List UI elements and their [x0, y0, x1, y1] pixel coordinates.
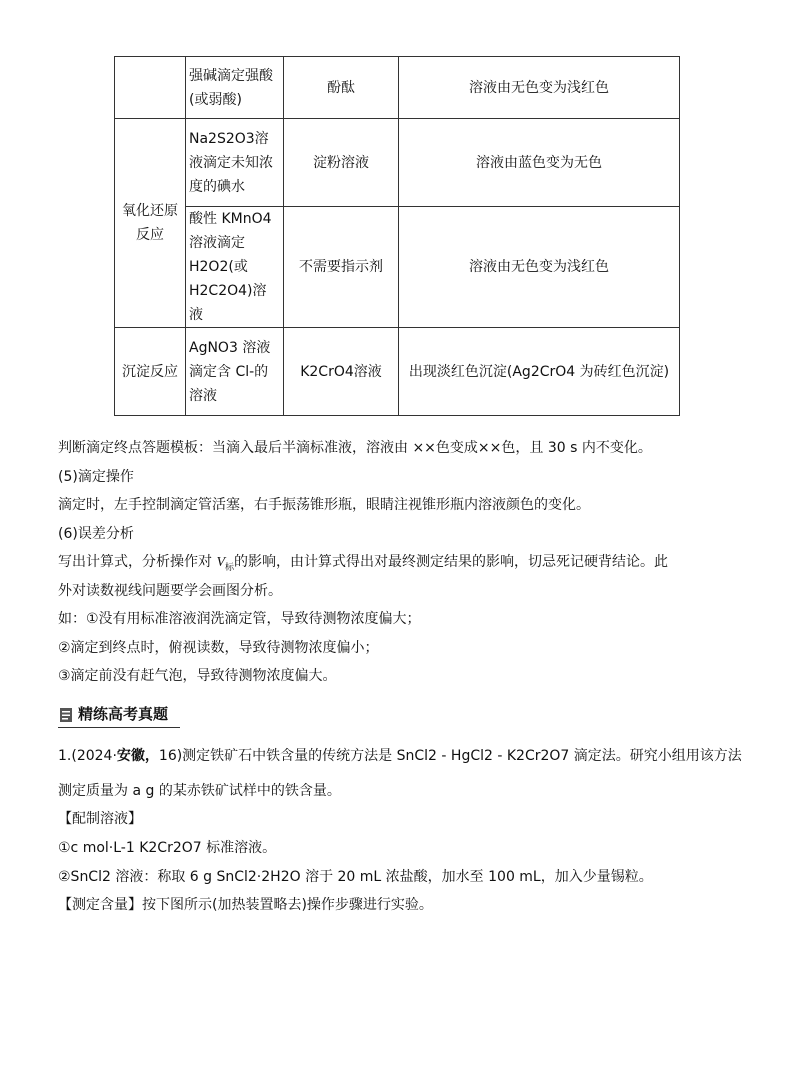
table-cell-system	[186, 57, 284, 119]
table-cell-indicator: K2CrO4溶液	[284, 328, 399, 416]
table-row	[115, 119, 680, 207]
table-cell-system: AgNO3 溶液滴定含 Cl-的溶液	[186, 328, 284, 416]
table-cell-endpoint: 出现淡红色沉淀(Ag2CrO4 为砖红色沉淀)	[399, 328, 680, 416]
cell-text: 强碱滴定强酸(或弱酸)	[189, 67, 273, 108]
prep-item-2: ②SnCl2 溶液：称取 6 g SnCl2·2H2O 溶于 20 mL 浓盐酸，加水至 100 mL，加入少量锡粒。	[58, 869, 653, 885]
volume-symbol: V	[216, 555, 226, 570]
error-analysis-line2: 外对读数视线问题要学会画图分析。	[58, 583, 282, 599]
measure-text: 【测定含量】按下图所示(加热装置略去)操作步骤进行实验。	[58, 897, 433, 913]
table-row	[115, 57, 680, 119]
endpoint-template-text: 判断滴定终点答题模板：当滴入最后半滴标准液，溶液由 ××色变成××色，且 30 s 内不变化。	[58, 440, 652, 456]
table-row	[115, 207, 680, 328]
volume-subscript: 标	[225, 562, 235, 573]
document-icon	[60, 708, 72, 722]
table-cell-system: 酸性 KMnO4溶液滴定H2O2(或H2C2O4)溶液	[186, 207, 284, 328]
table-row	[115, 328, 680, 416]
question-text: 16)测定铁矿石中铁含量的传统方法是 SnCl2 - HgCl2 - K2Cr2O7 滴定法。研究小组用该方法	[158, 748, 742, 764]
indicator-table	[114, 56, 680, 416]
section-title: 精练高考真题	[78, 705, 169, 723]
question-1-line2: 测定质量为 a g 的某赤铁矿试样中的铁含量。	[58, 783, 341, 799]
question-source: 安徽，	[116, 748, 159, 764]
error-text-b: 的影响，由计算式得出对最终测定结果的影响，切忌死记硬背结论。此	[234, 554, 669, 570]
table-cell-indicator: 酚酞	[284, 57, 399, 119]
question-1-line1	[58, 746, 742, 766]
prep-heading: 【配制溶液】	[58, 811, 142, 827]
table-cell-endpoint: 溶液由无色变为浅红色	[399, 57, 680, 119]
example-1: 如：①没有用标准溶液润洗滴定管，导致待测物浓度偏大；	[58, 611, 421, 627]
table-cell-endpoint: 溶液由无色变为浅红色	[399, 207, 680, 328]
question-number: 1.(2024·	[58, 748, 117, 764]
section-header	[58, 702, 180, 728]
table-cell-category	[115, 57, 186, 119]
table-cell-category: 沉淀反应	[115, 328, 186, 416]
section-heading-operation: (5)滴定操作	[58, 469, 134, 485]
table-cell-indicator: 淀粉溶液	[284, 119, 399, 207]
table-cell-indicator: 不需要指示剂	[284, 207, 399, 328]
section-heading-error: (6)误差分析	[58, 526, 134, 542]
example-3: ③滴定前没有赶气泡，导致待测物浓度偏大。	[58, 668, 337, 684]
operation-text: 滴定时，左手控制滴定管活塞，右手振荡锥形瓶，眼睛注视锥形瓶内溶液颜色的变化。	[58, 497, 590, 513]
table-cell-system: Na2S2O3溶液滴定未知浓度的碘水	[186, 119, 284, 207]
table-cell-endpoint: 溶液由蓝色变为无色	[399, 119, 680, 207]
prep-item-1: ①c mol·L-1 K2Cr2O7 标准溶液。	[58, 840, 277, 856]
example-2: ②滴定到终点时，俯视读数，导致待测物浓度偏小；	[58, 640, 379, 656]
error-text-a: 写出计算式，分析操作对	[58, 554, 212, 570]
error-analysis-line1	[58, 552, 668, 573]
table-cell-category: 氧化还原反应	[115, 119, 186, 328]
